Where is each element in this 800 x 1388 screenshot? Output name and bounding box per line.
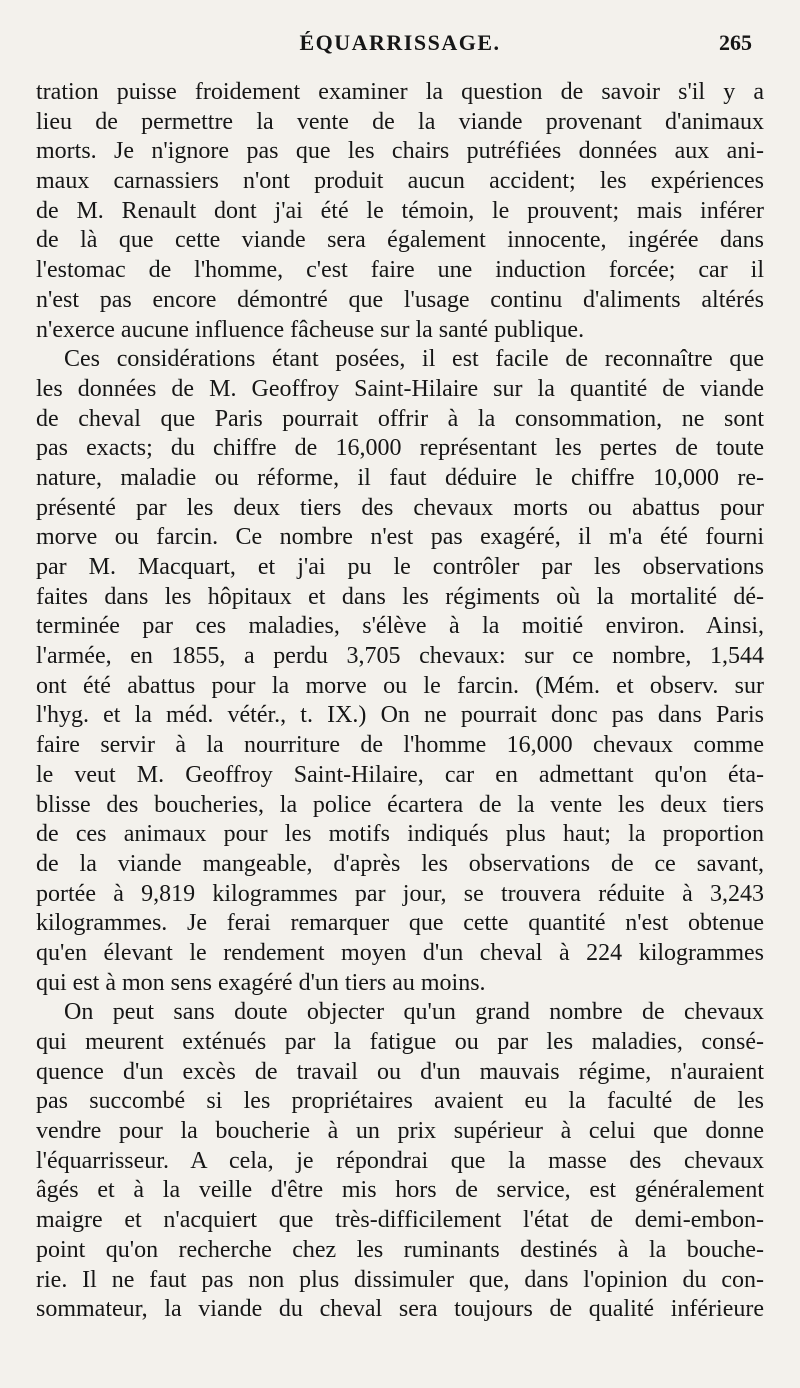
text-line: présenté par les deux tiers des chevaux morts ou abattus pour xyxy=(36,494,764,521)
running-head xyxy=(36,30,764,62)
text-line: quence d'un excès de travail ou d'un mauvais régime, n'auraient xyxy=(36,1058,764,1085)
text-line: portée à 9,819 kilogrammes par jour, se trouvera réduite à 3,243 xyxy=(36,880,764,907)
text-line: l'équarrisseur. A cela, je répondrai que la masse des chevaux xyxy=(36,1147,764,1174)
text-line: pas exacts; du chiffre de 16,000 représentant les pertes de toute xyxy=(36,435,764,462)
text-line: morve ou farcin. Ce nombre n'est pas exagéré, il m'a été fourni xyxy=(36,524,764,551)
text-line: On peut sans doute objecter qu'un grand nombre de chevaux xyxy=(64,999,764,1026)
text-line: par M. Macquart, et j'ai pu le contrôler par les observations xyxy=(36,554,764,580)
text-line: de cheval que Paris pourrait offrir à la consommation, ne sont xyxy=(36,405,764,432)
text-line: faire servir à la nourriture de l'homme 16,000 chevaux comme xyxy=(36,732,764,759)
page-number: 265 xyxy=(719,30,752,55)
text-line: tration puisse froidement examiner la question de savoir s'il y a xyxy=(36,79,764,105)
text-line: maux carnassiers n'ont produit aucun accident; les expériences xyxy=(36,168,764,195)
text-line: qui meurent exténués par la fatigue ou par les maladies, consé- xyxy=(36,1029,764,1055)
text-line: de M. Renault dont j'ai été le témoin, le prouvent; mais inférer xyxy=(36,197,764,224)
text-line: l'estomac de l'homme, c'est faire une induction forcée; car il xyxy=(36,257,764,284)
text-line: maigre et n'acquiert que très-difficilement l'état de demi-embon- xyxy=(36,1207,764,1234)
text-line: rie. Il ne faut pas non plus dissimuler que, dans l'opinion du con- xyxy=(36,1266,764,1293)
text-line: pas succombé si les propriétaires avaient eu la faculté de les xyxy=(36,1088,764,1115)
running-title: ÉQUARRISSAGE. xyxy=(299,30,501,55)
text-line: blisse des boucheries, la police écartera de la vente les deux tiers xyxy=(36,791,764,818)
text-line: nature, maladie ou réforme, il faut déduire le chiffre 10,000 re- xyxy=(36,464,764,491)
text-line: de là que cette viande sera également innocente, ingérée dans xyxy=(36,227,764,254)
text-line: l'armée, en 1855, a perdu 3,705 chevaux: sur ce nombre, 1,544 xyxy=(36,643,764,670)
text-line: qui est à mon sens exagéré d'un tiers au moins. xyxy=(36,969,486,996)
text-line: de ces animaux pour les motifs indiqués plus haut; la proportion xyxy=(36,821,764,848)
text-line: lieu de permettre la vente de la viande provenant d'animaux xyxy=(36,108,764,135)
text-line: les données de M. Geoffroy Saint-Hilaire sur la quantité de viande xyxy=(36,375,764,402)
body-text xyxy=(36,78,764,1325)
text-line: sommateur, la viande du cheval sera toujours de qualité inférieure xyxy=(36,1296,764,1323)
text-line: l'hyg. et la méd. vétér., t. IX.) On ne pourrait donc pas dans Paris xyxy=(36,702,764,729)
text-line: vendre pour la boucherie à un prix supérieur à celui que donne xyxy=(36,1118,764,1145)
text-line: de la viande mangeable, d'après les observations de ce savant, xyxy=(36,850,764,877)
text-line: terminée par ces maladies, s'élève à la moitié environ. Ainsi, xyxy=(36,613,764,640)
text-line: n'est pas encore démontré que l'usage continu d'aliments altérés xyxy=(36,286,764,313)
text-line: âgés et à la veille d'être mis hors de service, est généralement xyxy=(36,1177,764,1204)
text-line: morts. Je n'ignore pas que les chairs putréfiées données aux ani- xyxy=(36,138,764,165)
text-line: Ces considérations étant posées, il est facile de reconnaître que xyxy=(64,346,764,373)
text-line: qu'en élevant le rendement moyen d'un cheval à 224 kilogrammes xyxy=(36,939,764,966)
text-line: faites dans les hôpitaux et dans les régiments où la mortalité dé- xyxy=(36,583,764,610)
text-line: n'exerce aucune influence fâcheuse sur la santé publique. xyxy=(36,316,585,343)
text-line: le veut M. Geoffroy Saint-Hilaire, car en admettant qu'on éta- xyxy=(36,761,764,788)
text-line: ont été abattus pour la morve ou le farcin. (Mém. et observ. sur xyxy=(36,672,764,699)
text-line: point qu'on recherche chez les ruminants destinés à la bouche- xyxy=(36,1236,764,1263)
text-line: kilogrammes. Je ferai remarquer que cette quantité n'est obtenue xyxy=(36,910,764,937)
